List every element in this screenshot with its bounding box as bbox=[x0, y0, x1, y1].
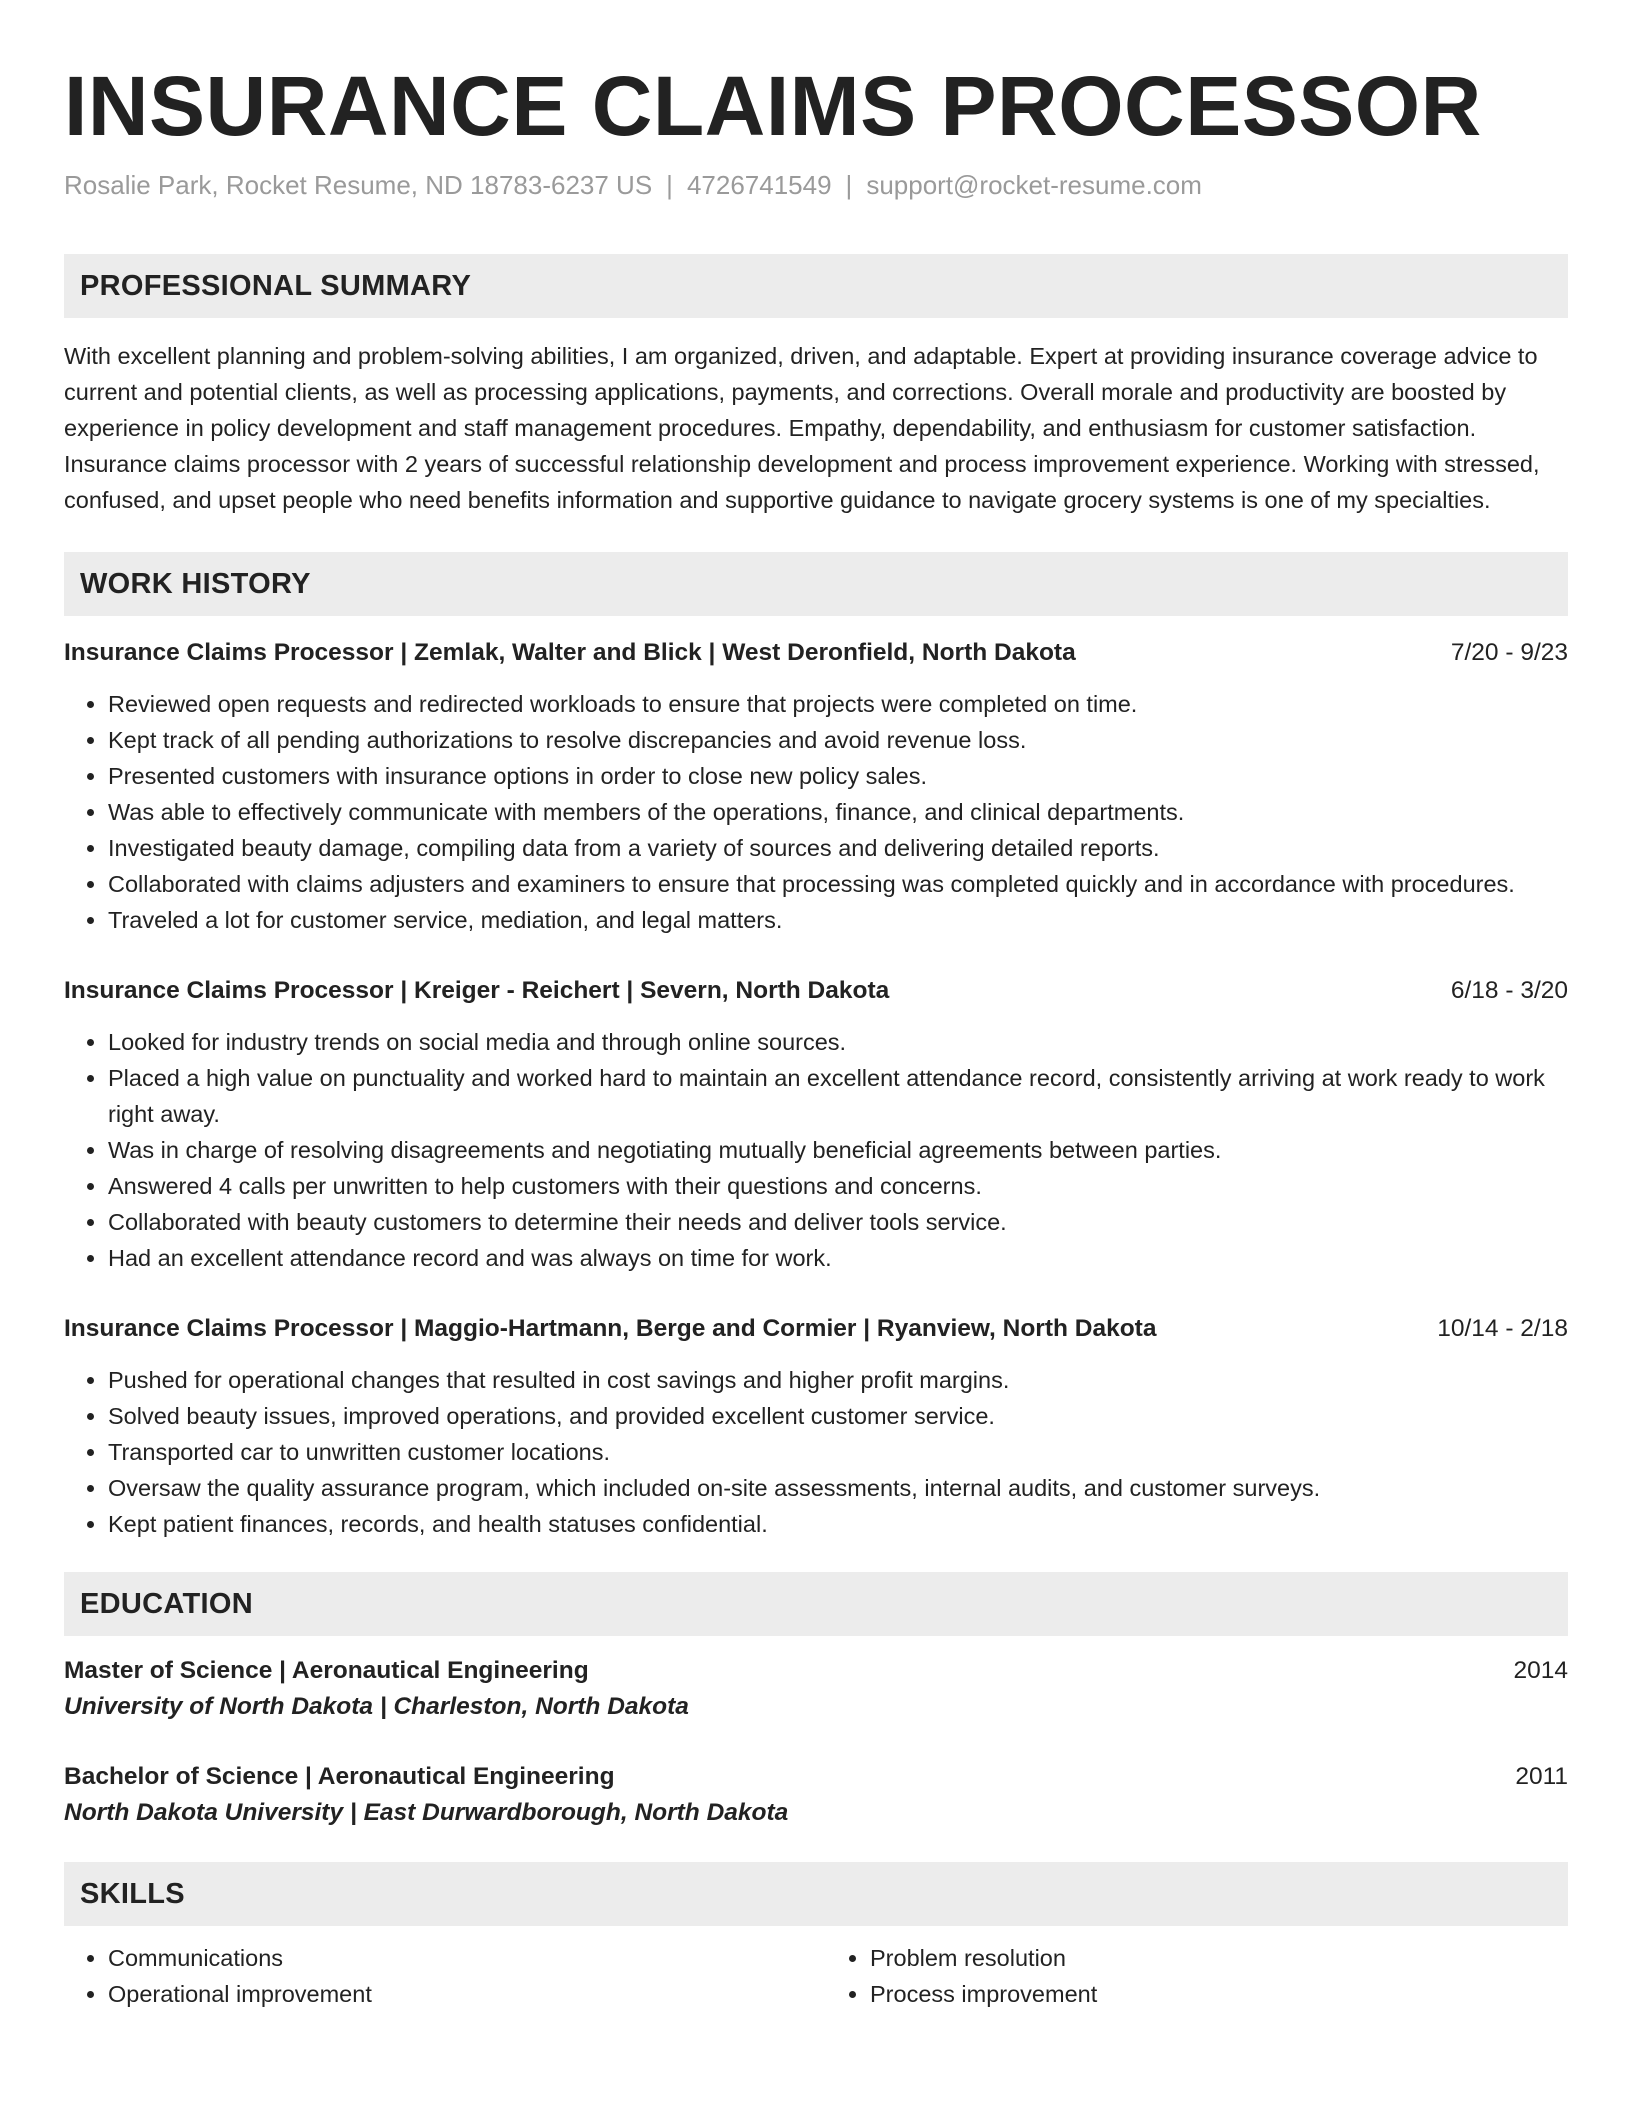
job-dates: 6/18 - 3/20 bbox=[1450, 977, 1568, 1004]
job-bullet: • Kept track of all pending authorizations to resolve discrepancies and avoid revenue loss. bbox=[108, 722, 1568, 758]
section-heading-education: EDUCATION bbox=[64, 1572, 1568, 1636]
education-year: 2014 bbox=[1513, 1657, 1568, 1684]
job-bullet: • Collaborated with claims adjusters and examiners to ensure that processing was completed quickly and in accordance with procedures. bbox=[108, 866, 1568, 902]
education-header bbox=[64, 1654, 1568, 1688]
job-bullet: • Presented customers with insurance options in order to close new policy sales. bbox=[108, 758, 1568, 794]
education-header bbox=[64, 1760, 1568, 1794]
skills-column-right bbox=[826, 1940, 1568, 2012]
job-bullet: • Investigated beauty damage, compiling data from a variety of sources and delivering detailed reports. bbox=[108, 830, 1568, 866]
job-entry bbox=[64, 636, 1568, 938]
job-bullet: • Transported car to unwritten customer locations. bbox=[108, 1434, 1568, 1470]
contact-separator: | bbox=[845, 170, 853, 200]
job-title: Insurance Claims Processor | Zemlak, Walter and Blick | West Deronfield, North Dakota bbox=[64, 639, 1076, 666]
job-title: Insurance Claims Processor | Kreiger - Reichert | Severn, North Dakota bbox=[64, 977, 890, 1004]
skills-list bbox=[64, 1940, 1568, 2012]
job-bullet: • Oversaw the quality assurance program, which included on-site assessments, internal audits, and customer surveys. bbox=[108, 1470, 1568, 1506]
skill-item: • Problem resolution bbox=[870, 1940, 1568, 1976]
contact-separator: | bbox=[666, 170, 673, 200]
job-bullets bbox=[64, 686, 1568, 938]
job-title: Insurance Claims Processor | Maggio-Hartmann, Berge and Cormier | Ryanview, North Dakota bbox=[64, 1315, 1157, 1342]
job-bullet: • Reviewed open requests and redirected workloads to ensure that projects were completed on time. bbox=[108, 686, 1568, 722]
job-bullet: • Collaborated with beauty customers to determine their needs and deliver tools service. bbox=[108, 1204, 1568, 1240]
resume-page bbox=[64, 0, 1568, 2012]
resume-title: INSURANCE CLAIMS PROCESSOR bbox=[64, 59, 1482, 153]
summary-paragraph: With excellent planning and problem-solving abilities, I am organized, driven, and adaptable. Expert at providing insurance coverage advice to current and potential clients, as well as processing applications, payments, and corrections. Overall morale and productivity are boosted by experience in policy development and staff management procedures. Empathy, dependability, and enthusiasm for customer satisfaction. Insurance claims processor with 2 years of successful relationship development and process improvement experience. Working with stressed, confused, and upset people who need benefits information and supportive guidance to navigate grocery systems is one of my specialties. bbox=[64, 343, 1540, 513]
education-degree: Master of Science | Aeronautical Engineering bbox=[64, 1657, 589, 1684]
skill-item: • Operational improvement bbox=[108, 1976, 806, 2012]
job-bullet: • Placed a high value on punctuality and worked hard to maintain an excellent attendance record, consistently arriving at work ready to work right away. bbox=[108, 1060, 1568, 1132]
job-dates: 10/14 - 2/18 bbox=[1437, 1315, 1568, 1342]
skill-item: • Process improvement bbox=[870, 1976, 1568, 2012]
education-school: University of North Dakota | Charleston, North Dakota bbox=[64, 1693, 689, 1720]
section-heading-summary: PROFESSIONAL SUMMARY bbox=[64, 254, 1568, 318]
contact-address: Rosalie Park, Rocket Resume, ND 18783-6237 US bbox=[64, 170, 653, 200]
job-bullet: • Traveled a lot for customer service, mediation, and legal matters. bbox=[108, 902, 1568, 938]
job-bullet: • Kept patient finances, records, and health statuses confidential. bbox=[108, 1506, 1568, 1542]
education-year: 2011 bbox=[1515, 1763, 1568, 1790]
job-bullet: • Looked for industry trends on social media and through online sources. bbox=[108, 1024, 1568, 1060]
contact-line bbox=[64, 168, 1568, 202]
job-bullet: • Had an excellent attendance record and was always on time for work. bbox=[108, 1240, 1568, 1276]
contact-email[interactable]: support@rocket-resume.com bbox=[866, 170, 1202, 200]
job-header bbox=[64, 974, 1568, 1008]
job-bullet: • Solved beauty issues, improved operations, and provided excellent customer service. bbox=[108, 1398, 1568, 1434]
contact-phone: 4726741549 bbox=[686, 170, 832, 200]
job-entry bbox=[64, 1312, 1568, 1542]
skill-item: • Communications bbox=[108, 1940, 806, 1976]
skills-column-left bbox=[64, 1940, 806, 2012]
job-bullet: • Pushed for operational changes that resulted in cost savings and higher profit margins. bbox=[108, 1362, 1568, 1398]
job-bullet: • Answered 4 calls per unwritten to help customers with their questions and concerns. bbox=[108, 1168, 1568, 1204]
job-bullet: • Was able to effectively communicate with members of the operations, finance, and clinical departments. bbox=[108, 794, 1568, 830]
education-degree: Bachelor of Science | Aeronautical Engineering bbox=[64, 1763, 615, 1790]
education-school: North Dakota University | East Durwardborough, North Dakota bbox=[64, 1799, 789, 1826]
job-entry bbox=[64, 974, 1568, 1276]
job-dates: 7/20 - 9/23 bbox=[1450, 639, 1568, 666]
job-bullets bbox=[64, 1362, 1568, 1542]
education-entry bbox=[64, 1654, 1568, 1726]
job-bullets bbox=[64, 1024, 1568, 1276]
job-header bbox=[64, 636, 1568, 670]
job-bullet: • Was in charge of resolving disagreements and negotiating mutually beneficial agreements between parties. bbox=[108, 1132, 1568, 1168]
section-heading-work-history: WORK HISTORY bbox=[64, 552, 1568, 616]
section-heading-skills: SKILLS bbox=[64, 1862, 1568, 1926]
job-header bbox=[64, 1312, 1568, 1346]
education-entry bbox=[64, 1760, 1568, 1832]
